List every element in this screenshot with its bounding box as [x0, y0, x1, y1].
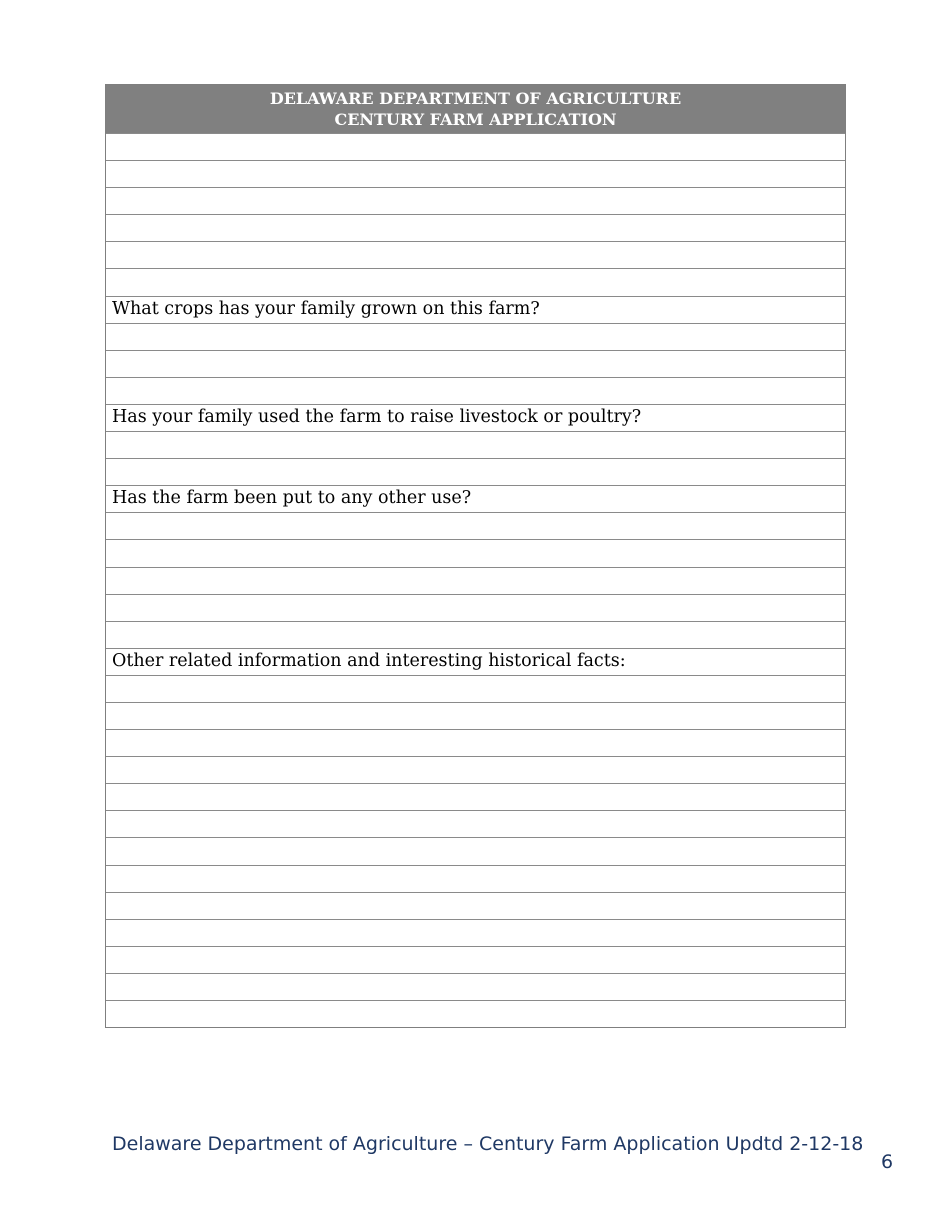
blank-answer-row[interactable] — [106, 133, 845, 160]
blank-answer-row[interactable] — [106, 268, 845, 295]
form-header-line-2: CENTURY FARM APPLICATION — [334, 110, 617, 129]
question-crops: What crops has your family grown on this farm? — [106, 296, 845, 323]
blank-answer-row[interactable] — [106, 810, 845, 837]
blank-answer-row[interactable] — [106, 973, 845, 1000]
blank-answer-row[interactable] — [106, 1000, 845, 1027]
blank-answer-row[interactable] — [106, 187, 845, 214]
blank-answer-row[interactable] — [106, 350, 845, 377]
blank-answer-row[interactable] — [106, 512, 845, 539]
blank-answer-row[interactable] — [106, 675, 845, 702]
blank-answer-row[interactable] — [106, 702, 845, 729]
blank-answer-row[interactable] — [106, 621, 845, 648]
blank-answer-row[interactable] — [106, 919, 845, 946]
blank-answer-row[interactable] — [106, 865, 845, 892]
blank-answer-row[interactable] — [106, 892, 845, 919]
blank-answer-row[interactable] — [106, 458, 845, 485]
page-number: 6 — [881, 1151, 894, 1173]
blank-answer-row[interactable] — [106, 837, 845, 864]
blank-answer-row[interactable] — [106, 539, 845, 566]
form-header — [106, 85, 845, 133]
blank-answer-row[interactable] — [106, 567, 845, 594]
blank-answer-row[interactable] — [106, 377, 845, 404]
blank-answer-row[interactable] — [106, 160, 845, 187]
question-livestock: Has your family used the farm to raise livestock or poultry? — [106, 404, 845, 431]
form-header-line-1: DELAWARE DEPARTMENT OF AGRICULTURE — [269, 89, 682, 108]
blank-answer-row[interactable] — [106, 594, 845, 621]
question-other-info: Other related information and interesting historical facts: — [106, 648, 845, 675]
blank-answer-row[interactable] — [106, 783, 845, 810]
blank-answer-row[interactable] — [106, 323, 845, 350]
blank-answer-row[interactable] — [106, 946, 845, 973]
footer-text: Delaware Department of Agriculture – Century Farm Application Updtd 2-12-18 — [112, 1133, 864, 1155]
question-other-use: Has the farm been put to any other use? — [106, 485, 845, 512]
blank-answer-row[interactable] — [106, 729, 845, 756]
blank-answer-row[interactable] — [106, 431, 845, 458]
blank-answer-row[interactable] — [106, 756, 845, 783]
century-farm-form-table — [105, 84, 846, 1028]
blank-answer-row[interactable] — [106, 214, 845, 241]
blank-answer-row[interactable] — [106, 241, 845, 268]
